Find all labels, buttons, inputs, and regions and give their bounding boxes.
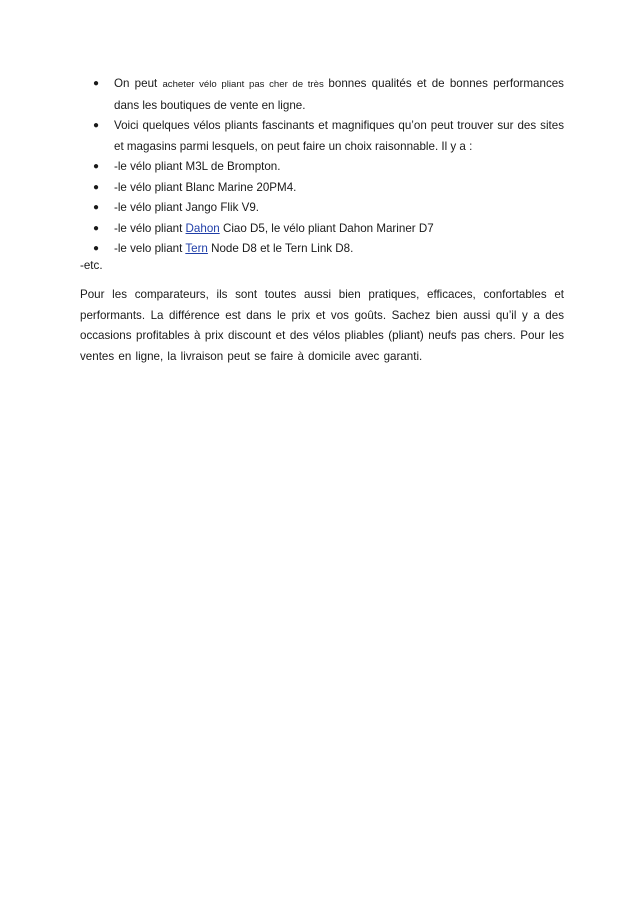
bullet-icon: ● [93, 181, 100, 193]
bullet-icon: ● [93, 161, 100, 172]
list-item-text: On peut [114, 77, 163, 90]
bullet-icon: ● [93, 202, 100, 213]
tern-link[interactable]: Tern [185, 242, 208, 255]
list-item-text: Ciao D5, le vélo pliant Dahon Mariner D7 [219, 221, 434, 235]
list-item-text-small: acheter vélo pliant pas cher de très [162, 79, 329, 90]
list-item-text: -le vélo pliant Jango Flik V9. [114, 201, 259, 214]
etc-line: -etc. [80, 259, 103, 272]
list-item-text: Voici quelques vélos pliants fascinants et magnifiques qu’on peut trouver sur des sites et magasins parmi lesquels, on peut faire un choix raisonnable. Il y a : [114, 119, 564, 153]
bullet-icon: ● [93, 78, 100, 89]
list-item-text: -le vélo pliant M3L de Brompton. [114, 160, 281, 173]
list-item [80, 178, 564, 199]
list-item [80, 157, 564, 178]
list-item [80, 198, 564, 219]
list-item-text: -le vélo pliant [114, 221, 186, 235]
dahon-link[interactable]: Dahon [185, 221, 220, 235]
bullet-list [80, 74, 564, 260]
bullet-icon: ● [93, 120, 100, 131]
list-item-text: -le velo pliant [114, 242, 186, 255]
bullet-icon: ● [93, 222, 100, 234]
list-item [80, 74, 564, 116]
list-item [80, 116, 564, 157]
body-paragraph: Pour les comparateurs, ils sont toutes aussi bien pratiques, efficaces, confortables et performants. La différence est dans le prix et vos goûts. Sachez bien aussi qu’il y a des occasions profitables à prix discount et des vélos pliables (pliant) neufs pas chers. Pour les ventes en ligne, la livraison peut se faire à domicile avec garanti. [80, 288, 564, 363]
list-item-text: Node D8 et le Tern Link D8. [207, 242, 354, 255]
bullet-icon: ● [93, 243, 100, 254]
list-item-text: -le vélo pliant Blanc Marine 20PM4. [114, 180, 297, 194]
list-item [80, 239, 564, 260]
list-item [80, 219, 564, 240]
list-item-text: bonnes qualités et de bonnes performances dans les boutiques de vente en ligne. [114, 77, 564, 112]
